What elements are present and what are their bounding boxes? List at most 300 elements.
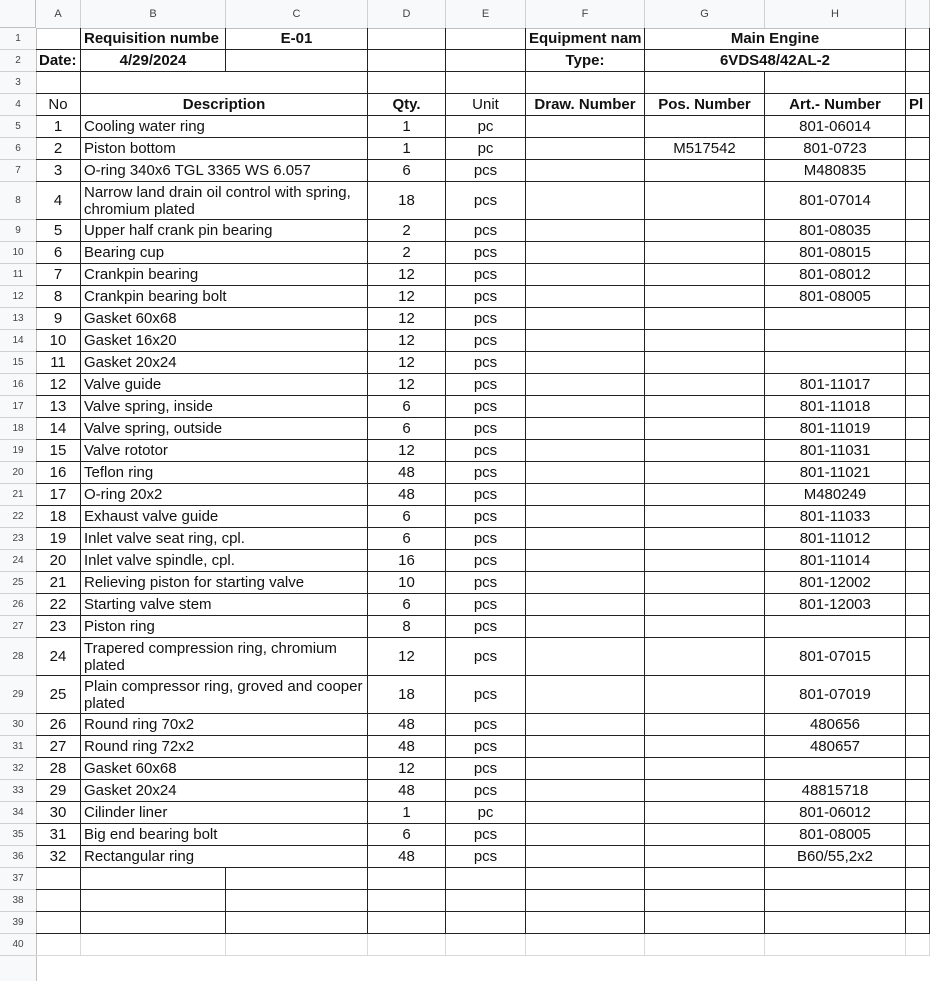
cell[interactable] [446,934,526,956]
row-qty[interactable]: 12 [368,264,446,286]
cell[interactable] [906,736,930,758]
cell[interactable] [906,802,930,824]
row-art-number[interactable]: M480835 [765,160,906,182]
row-description[interactable]: Narrow land drain oil control with spring, chromium plated [81,182,368,220]
row-no[interactable]: 29 [36,780,81,802]
row-header[interactable]: 20 [0,462,36,484]
row-description[interactable]: Gasket 20x24 [81,780,368,802]
row-no[interactable]: 13 [36,396,81,418]
row-unit[interactable]: pcs [446,528,526,550]
row-header[interactable]: 36 [0,846,36,868]
row-unit[interactable]: pcs [446,714,526,736]
row-unit[interactable]: pcs [446,418,526,440]
row-description[interactable]: Piston ring [81,616,368,638]
cell[interactable] [906,418,930,440]
row-no[interactable]: 30 [36,802,81,824]
row-no[interactable]: 11 [36,352,81,374]
row-header[interactable]: 10 [0,242,36,264]
row-unit[interactable]: pcs [446,676,526,714]
cell[interactable] [526,890,645,912]
cell[interactable] [906,824,930,846]
row-header[interactable]: 22 [0,506,36,528]
row-art-number[interactable]: 801-11033 [765,506,906,528]
row-pos-number[interactable] [645,676,765,714]
cell[interactable] [81,868,226,890]
cell[interactable] [906,528,930,550]
row-pos-number[interactable] [645,286,765,308]
row-pos-number[interactable] [645,220,765,242]
row-description[interactable]: Gasket 20x24 [81,352,368,374]
row-unit[interactable]: pcs [446,846,526,868]
row-art-number[interactable]: 48815718 [765,780,906,802]
row-description[interactable]: Inlet valve seat ring, cpl. [81,528,368,550]
cell[interactable] [368,890,446,912]
row-header[interactable]: 31 [0,736,36,758]
row-header[interactable]: 13 [0,308,36,330]
row-description[interactable]: Cilinder liner [81,802,368,824]
row-pos-number[interactable] [645,396,765,418]
cell-i2[interactable] [906,50,930,72]
cell[interactable] [906,160,930,182]
row-no[interactable]: 20 [36,550,81,572]
row-unit[interactable]: pcs [446,160,526,182]
cell[interactable] [368,868,446,890]
row-header[interactable]: 37 [0,868,36,890]
row-pos-number[interactable] [645,160,765,182]
row-draw-number[interactable] [526,676,645,714]
row-description[interactable]: Crankpin bearing bolt [81,286,368,308]
column-header-c[interactable]: C [226,0,368,28]
row-no[interactable]: 24 [36,638,81,676]
cell[interactable] [36,934,81,956]
row-header[interactable]: 39 [0,912,36,934]
row-unit[interactable]: pcs [446,286,526,308]
row-header[interactable]: 17 [0,396,36,418]
row-description[interactable]: Piston bottom [81,138,368,160]
row-pos-number[interactable] [645,594,765,616]
row-header[interactable]: 33 [0,780,36,802]
row-unit[interactable]: pcs [446,736,526,758]
row-draw-number[interactable] [526,396,645,418]
row-description[interactable]: Relieving piston for starting valve [81,572,368,594]
row-art-number[interactable]: 801-07019 [765,676,906,714]
row-art-number[interactable]: 801-08035 [765,220,906,242]
row-art-number[interactable]: 801-12002 [765,572,906,594]
row-no[interactable]: 16 [36,462,81,484]
cell[interactable] [81,72,368,94]
row-qty[interactable]: 12 [368,758,446,780]
row-qty[interactable]: 48 [368,780,446,802]
cell[interactable] [226,868,368,890]
row-header[interactable]: 5 [0,116,36,138]
row-description[interactable]: Big end bearing bolt [81,824,368,846]
cell[interactable] [906,440,930,462]
row-qty[interactable]: 6 [368,824,446,846]
row-header[interactable]: 23 [0,528,36,550]
equipment-value[interactable]: Main Engine [645,28,906,50]
row-header[interactable]: 34 [0,802,36,824]
column-header-d[interactable]: D [368,0,446,28]
row-unit[interactable]: pcs [446,374,526,396]
cell[interactable] [906,484,930,506]
row-pos-number[interactable]: M517542 [645,138,765,160]
row-draw-number[interactable] [526,638,645,676]
row-no[interactable]: 2 [36,138,81,160]
row-header[interactable]: 3 [0,72,36,94]
cell[interactable] [645,912,765,934]
cell-d2[interactable] [368,50,446,72]
row-no[interactable]: 10 [36,330,81,352]
row-qty[interactable]: 12 [368,330,446,352]
row-draw-number[interactable] [526,714,645,736]
row-qty[interactable]: 18 [368,676,446,714]
row-qty[interactable]: 1 [368,138,446,160]
row-header[interactable]: 35 [0,824,36,846]
row-header[interactable]: 19 [0,440,36,462]
row-no[interactable]: 17 [36,484,81,506]
header-extra[interactable]: Pl [906,94,930,116]
row-unit[interactable]: pc [446,116,526,138]
row-draw-number[interactable] [526,182,645,220]
row-pos-number[interactable] [645,506,765,528]
row-pos-number[interactable] [645,528,765,550]
row-unit[interactable]: pcs [446,638,526,676]
cell[interactable] [906,890,930,912]
row-qty[interactable]: 48 [368,736,446,758]
row-description[interactable]: Exhaust valve guide [81,506,368,528]
row-art-number[interactable]: 480657 [765,736,906,758]
row-no[interactable]: 5 [36,220,81,242]
row-header[interactable]: 7 [0,160,36,182]
row-no[interactable]: 19 [36,528,81,550]
cell[interactable] [906,264,930,286]
cell[interactable] [906,220,930,242]
row-description[interactable]: Round ring 72x2 [81,736,368,758]
row-art-number[interactable]: 801-06012 [765,802,906,824]
cell[interactable] [526,912,645,934]
cell[interactable] [368,912,446,934]
row-draw-number[interactable] [526,616,645,638]
row-header[interactable]: 26 [0,594,36,616]
row-qty[interactable]: 1 [368,116,446,138]
row-draw-number[interactable] [526,418,645,440]
row-no[interactable]: 6 [36,242,81,264]
row-header[interactable]: 24 [0,550,36,572]
row-unit[interactable]: pc [446,802,526,824]
cell-a1[interactable] [36,28,81,50]
row-pos-number[interactable] [645,374,765,396]
row-unit[interactable]: pcs [446,242,526,264]
cell[interactable] [906,676,930,714]
row-qty[interactable]: 48 [368,714,446,736]
cell[interactable] [446,890,526,912]
row-qty[interactable]: 18 [368,182,446,220]
cell-c2[interactable] [226,50,368,72]
row-draw-number[interactable] [526,758,645,780]
header-draw-number[interactable]: Draw. Number [526,94,645,116]
row-description[interactable]: Gasket 60x68 [81,308,368,330]
row-unit[interactable]: pc [446,138,526,160]
row-header[interactable]: 8 [0,182,36,220]
row-description[interactable]: O-ring 20x2 [81,484,368,506]
row-art-number[interactable]: 801-11018 [765,396,906,418]
cell[interactable] [906,352,930,374]
row-qty[interactable]: 48 [368,846,446,868]
row-art-number[interactable] [765,308,906,330]
row-header[interactable]: 16 [0,374,36,396]
requisition-label[interactable]: Requisition numbe [81,28,226,50]
row-draw-number[interactable] [526,264,645,286]
row-draw-number[interactable] [526,138,645,160]
row-header[interactable]: 25 [0,572,36,594]
row-header[interactable]: 4 [0,94,36,116]
row-header[interactable]: 18 [0,418,36,440]
row-unit[interactable]: pcs [446,220,526,242]
row-unit[interactable]: pcs [446,352,526,374]
row-art-number[interactable]: 801-11012 [765,528,906,550]
row-qty[interactable]: 8 [368,616,446,638]
cell[interactable] [81,912,226,934]
row-art-number[interactable]: 801-08015 [765,242,906,264]
row-description[interactable]: O-ring 340x6 TGL 3365 WS 6.057 [81,160,368,182]
row-description[interactable]: Valve spring, inside [81,396,368,418]
row-pos-number[interactable] [645,182,765,220]
row-description[interactable]: Inlet valve spindle, cpl. [81,550,368,572]
date-label[interactable]: Date: [36,50,81,72]
row-description[interactable]: Cooling water ring [81,116,368,138]
row-unit[interactable]: pcs [446,824,526,846]
row-draw-number[interactable] [526,286,645,308]
row-unit[interactable]: pcs [446,594,526,616]
row-draw-number[interactable] [526,506,645,528]
row-art-number[interactable]: 480656 [765,714,906,736]
row-unit[interactable]: pcs [446,572,526,594]
row-art-number[interactable]: 801-11031 [765,440,906,462]
row-no[interactable]: 21 [36,572,81,594]
column-header-a[interactable]: A [36,0,81,28]
equipment-label[interactable]: Equipment nam [526,28,645,50]
row-qty[interactable]: 2 [368,220,446,242]
row-pos-number[interactable] [645,846,765,868]
cell[interactable] [36,912,81,934]
row-header[interactable]: 27 [0,616,36,638]
cell[interactable] [906,572,930,594]
row-art-number[interactable]: 801-11017 [765,374,906,396]
cell[interactable] [226,890,368,912]
row-header[interactable]: 28 [0,638,36,676]
row-description[interactable]: Plain compressor ring, groved and cooper plated [81,676,368,714]
row-pos-number[interactable] [645,484,765,506]
row-pos-number[interactable] [645,714,765,736]
row-header[interactable]: 29 [0,676,36,714]
row-header[interactable]: 21 [0,484,36,506]
row-pos-number[interactable] [645,242,765,264]
row-qty[interactable]: 48 [368,484,446,506]
row-no[interactable]: 32 [36,846,81,868]
cell[interactable] [906,868,930,890]
row-draw-number[interactable] [526,780,645,802]
row-header[interactable]: 32 [0,758,36,780]
row-qty[interactable]: 6 [368,396,446,418]
cell[interactable] [645,934,765,956]
row-art-number[interactable]: 801-08012 [765,264,906,286]
row-pos-number[interactable] [645,824,765,846]
cell[interactable] [906,912,930,934]
row-description[interactable]: Gasket 16x20 [81,330,368,352]
row-header[interactable]: 6 [0,138,36,160]
row-draw-number[interactable] [526,242,645,264]
type-label[interactable]: Type: [526,50,645,72]
row-description[interactable]: Valve rototor [81,440,368,462]
cell-e2[interactable] [446,50,526,72]
row-no[interactable]: 4 [36,182,81,220]
row-qty[interactable]: 12 [368,374,446,396]
row-art-number[interactable]: 801-08005 [765,286,906,308]
row-unit[interactable]: pcs [446,780,526,802]
row-no[interactable]: 31 [36,824,81,846]
cell[interactable] [765,72,906,94]
row-qty[interactable]: 2 [368,242,446,264]
type-value[interactable]: 6VDS48/42AL-2 [645,50,906,72]
row-qty[interactable]: 12 [368,286,446,308]
cell[interactable] [81,890,226,912]
row-no[interactable]: 25 [36,676,81,714]
cell[interactable] [906,330,930,352]
row-description[interactable]: Valve spring, outside [81,418,368,440]
row-draw-number[interactable] [526,802,645,824]
cell[interactable] [36,868,81,890]
row-no[interactable]: 27 [36,736,81,758]
row-no[interactable]: 15 [36,440,81,462]
row-pos-number[interactable] [645,638,765,676]
row-no[interactable]: 26 [36,714,81,736]
row-draw-number[interactable] [526,572,645,594]
row-draw-number[interactable] [526,440,645,462]
row-draw-number[interactable] [526,116,645,138]
row-qty[interactable]: 6 [368,418,446,440]
row-draw-number[interactable] [526,484,645,506]
row-pos-number[interactable] [645,116,765,138]
row-no[interactable]: 23 [36,616,81,638]
cell[interactable] [906,780,930,802]
row-description[interactable]: Trapered compression ring, chromium plated [81,638,368,676]
row-unit[interactable]: pcs [446,462,526,484]
row-art-number[interactable]: M480249 [765,484,906,506]
row-description[interactable]: Bearing cup [81,242,368,264]
cell[interactable] [526,72,645,94]
row-header[interactable]: 2 [0,50,36,72]
row-art-number[interactable]: 801-06014 [765,116,906,138]
select-all-corner[interactable] [0,0,36,28]
row-pos-number[interactable] [645,330,765,352]
row-draw-number[interactable] [526,330,645,352]
row-description[interactable]: Valve guide [81,374,368,396]
row-pos-number[interactable] [645,418,765,440]
row-header[interactable]: 40 [0,934,36,956]
row-qty[interactable]: 12 [368,638,446,676]
row-draw-number[interactable] [526,846,645,868]
cell[interactable] [906,594,930,616]
row-qty[interactable]: 6 [368,594,446,616]
row-pos-number[interactable] [645,802,765,824]
row-unit[interactable]: pcs [446,616,526,638]
cell[interactable] [906,462,930,484]
row-draw-number[interactable] [526,594,645,616]
cell[interactable] [446,912,526,934]
cell-i1[interactable] [906,28,930,50]
row-qty[interactable]: 48 [368,462,446,484]
row-qty[interactable]: 16 [368,550,446,572]
cell-e1[interactable] [446,28,526,50]
row-header[interactable]: 9 [0,220,36,242]
column-header-extra[interactable] [906,0,930,28]
row-draw-number[interactable] [526,352,645,374]
row-description[interactable]: Round ring 70x2 [81,714,368,736]
row-draw-number[interactable] [526,824,645,846]
cell[interactable] [226,934,368,956]
row-unit[interactable]: pcs [446,506,526,528]
row-description[interactable]: Crankpin bearing [81,264,368,286]
row-description[interactable]: Upper half crank pin bearing [81,220,368,242]
row-no[interactable]: 7 [36,264,81,286]
cell[interactable] [906,138,930,160]
row-art-number[interactable]: 801-11014 [765,550,906,572]
row-no[interactable]: 9 [36,308,81,330]
row-art-number[interactable]: B60/55,2x2 [765,846,906,868]
cell[interactable] [526,868,645,890]
cell[interactable] [906,846,930,868]
row-pos-number[interactable] [645,440,765,462]
row-no[interactable]: 18 [36,506,81,528]
row-header[interactable]: 11 [0,264,36,286]
header-description[interactable]: Description [81,94,368,116]
header-unit[interactable]: Unit [446,94,526,116]
row-art-number[interactable] [765,616,906,638]
row-unit[interactable]: pcs [446,396,526,418]
row-draw-number[interactable] [526,160,645,182]
row-draw-number[interactable] [526,374,645,396]
column-header-g[interactable]: G [645,0,765,28]
row-pos-number[interactable] [645,780,765,802]
cell[interactable] [645,890,765,912]
row-art-number[interactable] [765,352,906,374]
row-no[interactable]: 8 [36,286,81,308]
date-value[interactable]: 4/29/2024 [81,50,226,72]
row-no[interactable]: 22 [36,594,81,616]
row-pos-number[interactable] [645,308,765,330]
cell[interactable] [906,550,930,572]
row-pos-number[interactable] [645,736,765,758]
cell[interactable] [906,934,930,956]
row-art-number[interactable]: 801-11019 [765,418,906,440]
cell[interactable] [906,758,930,780]
cell[interactable] [906,242,930,264]
cell[interactable] [906,638,930,676]
cell[interactable] [368,72,446,94]
cell[interactable] [906,116,930,138]
row-pos-number[interactable] [645,616,765,638]
row-pos-number[interactable] [645,462,765,484]
row-no[interactable]: 28 [36,758,81,780]
row-art-number[interactable] [765,758,906,780]
cell[interactable] [906,308,930,330]
requisition-value[interactable]: E-01 [226,28,368,50]
cell[interactable] [36,72,81,94]
row-qty[interactable]: 12 [368,308,446,330]
row-header[interactable]: 1 [0,28,36,50]
row-pos-number[interactable] [645,758,765,780]
cell[interactable] [645,868,765,890]
